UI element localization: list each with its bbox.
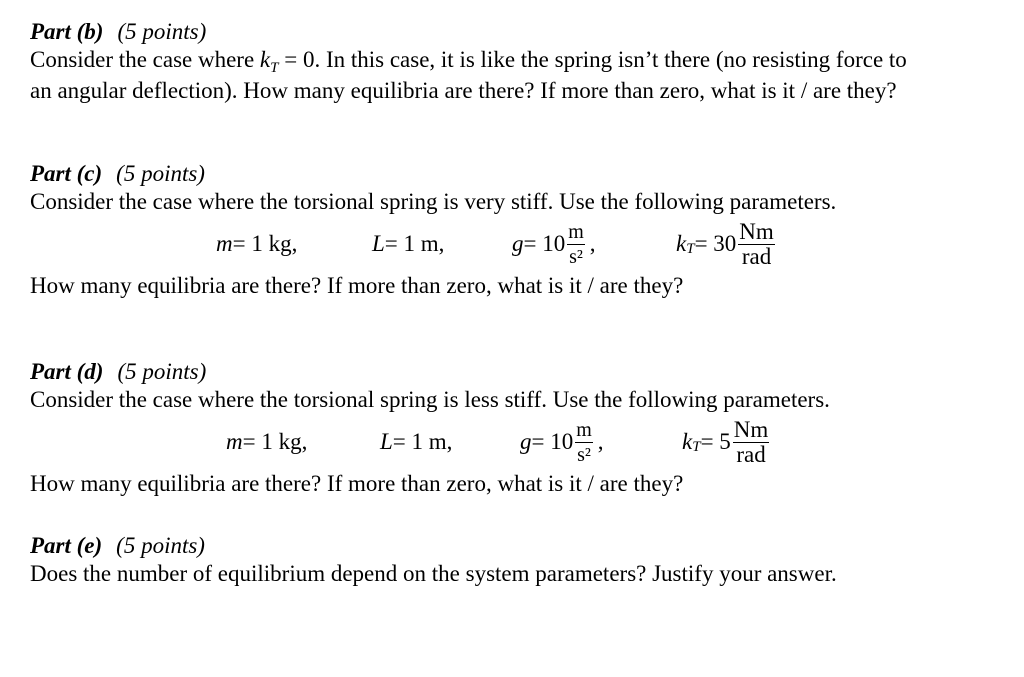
part-c-parameters [30,216,1010,272]
part-c-label: Part (c) [30,161,103,186]
part-b-text-b: = 0. In this case, it is like the spring isn’t there (no resisting force to [278,47,907,72]
k-symbol: k [676,231,687,256]
part-b-label: Part (b) [30,19,104,44]
m-value: = 1 kg, [242,429,308,454]
part-e-points: (5 points) [116,533,205,558]
g-value: = 10 [531,429,574,454]
g-units-fraction [567,220,585,269]
part-b-text-a: Consider the case where [30,47,260,72]
k-units-fraction [738,220,775,269]
part-c-intro: Consider the case where the torsional spring is very stiff. Use the following parameters. [30,189,837,214]
param-mass [216,216,297,272]
part-e-label: Part (e) [30,533,103,558]
param-gravity [512,216,596,272]
g-comma: , [589,231,596,256]
g-symbol: g [520,429,532,454]
part-b-line-2: an angular deflection). How many equilibria are there? If more than zero, what is it / are they? [30,78,897,103]
part-d-question: How many equilibria are there? If more than zero, what is it / are they? [30,471,684,496]
param-length [372,216,444,272]
param-mass [226,414,307,470]
g-unit-den: s² [577,443,591,466]
L-symbol: L [380,429,393,454]
k-unit-num: Nm [733,416,769,442]
k-units-fraction [733,418,770,467]
param-spring-constant [676,216,777,272]
k-subscript: T [270,60,279,76]
part-b [30,18,1010,105]
m-value: = 1 kg, [232,231,298,256]
m-symbol: m [216,231,233,256]
part-d-heading [30,358,1010,386]
part-c-points: (5 points) [116,161,205,186]
part-d [30,358,1010,498]
part-c-heading [30,160,1010,188]
part-e-question: Does the number of equilibrium depend on the system parameters? Justify your answer. [30,561,837,586]
k-unit-num: Nm [739,218,774,244]
g-comma: , [597,429,604,454]
param-gravity [520,414,604,470]
part-e [30,532,1010,588]
k-symbol: k [259,47,271,72]
part-c [30,160,1010,300]
k-unit-den: rad [736,441,766,467]
L-value: = 1 m, [392,429,453,454]
m-symbol: m [226,429,243,454]
k-subscript: T [686,240,695,257]
param-spring-constant [682,414,771,470]
L-value: = 1 m, [384,231,445,256]
g-unit-den: s² [569,245,583,268]
part-d-points: (5 points) [117,359,207,384]
L-symbol: L [372,231,385,256]
part-d-intro: Consider the case where the torsional spring is less stiff. Use the following parameters. [30,387,830,412]
g-unit-num: m [576,418,592,441]
part-b-line-1 [30,46,1010,77]
g-units-fraction [575,418,593,467]
g-unit-num: m [568,220,584,243]
part-b-heading [30,18,1010,46]
g-symbol: g [512,231,524,256]
part-d-parameters [30,414,1010,470]
part-e-heading [30,532,1010,560]
k-symbol: k [682,429,693,454]
part-b-points: (5 points) [117,19,207,44]
k-subscript: T [692,438,701,455]
param-length [380,414,452,470]
part-d-label: Part (d) [30,359,104,384]
g-value: = 10 [523,231,566,256]
k-value: = 5 [700,429,731,454]
part-c-question: How many equilibria are there? If more than zero, what is it / are they? [30,273,684,298]
k-value: = 30 [694,231,737,256]
k-unit-den: rad [741,243,772,269]
